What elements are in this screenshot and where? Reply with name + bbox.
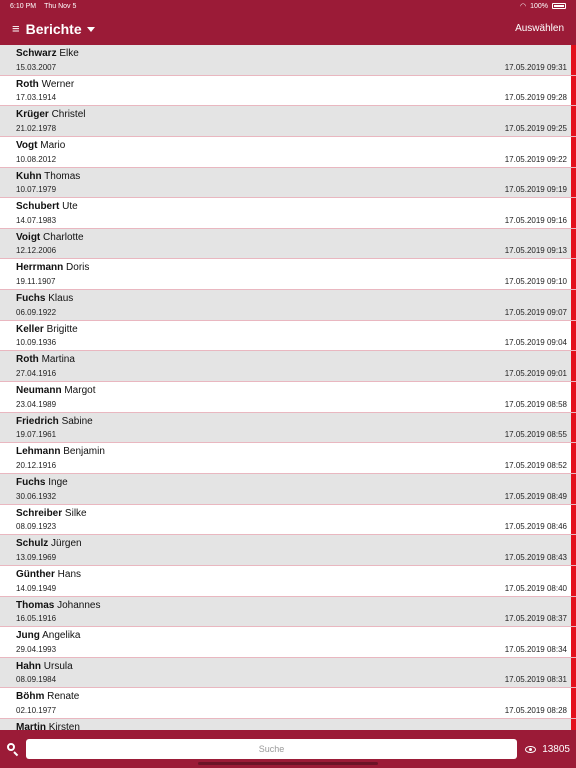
status-indicator [571,351,576,381]
status-indicator [571,106,576,136]
first-name: Charlotte [43,231,84,243]
chevron-down-icon [87,27,95,32]
last-name: Roth [16,78,39,90]
birth-date: 10.09.1936 [16,338,57,348]
list-item[interactable] [0,229,576,260]
birth-date: 19.11.1907 [16,277,56,287]
last-name: Schreiber [16,507,63,519]
status-indicator [571,137,576,167]
birth-date: 29.04.1993 [16,644,57,654]
birth-date: 23.04.1989 [16,399,57,409]
patient-name [16,630,80,641]
search-input[interactable] [26,739,518,759]
patient-name [16,293,73,304]
birth-date: 15.03.2007 [16,62,57,72]
list-item[interactable] [0,321,576,352]
status-indicator [571,382,576,412]
report-timestamp: 17.05.2019 09:28 [504,93,567,103]
list-item[interactable] [0,290,576,321]
birth-date: 12.12.2006 [16,246,57,256]
status-indicator [571,229,576,259]
first-name: Elke [59,48,79,59]
last-name: Fuchs [16,476,46,488]
status-indicator [571,566,576,596]
birth-date: 27.04.1916 [16,369,57,379]
menu-icon[interactable]: ≡ [12,21,20,36]
last-name: Schulz [16,538,49,550]
patient-name [16,324,78,335]
report-timestamp: 17.05.2019 09:16 [504,215,567,225]
report-timestamp: 17.05.2019 09:25 [504,123,567,133]
birth-date: 17.03.1914 [16,93,57,103]
home-indicator [198,762,378,765]
birth-date: 21.02.1978 [16,123,57,133]
list-item[interactable] [0,688,576,719]
list-item[interactable] [0,474,576,505]
last-name: Fuchs [16,293,46,305]
list-item[interactable] [0,106,576,137]
first-name: Hans [57,568,82,580]
wifi-icon: ◠ [519,3,527,10]
birth-date: 16.05.1916 [16,614,57,624]
list-item[interactable] [0,719,576,730]
list-item[interactable] [0,198,576,229]
report-timestamp: 17.05.2019 09:13 [504,246,567,256]
patient-name [16,508,87,519]
report-timestamp: 17.05.2019 08:31 [504,675,567,685]
birth-date: 13.09.1969 [16,552,57,562]
patient-name [16,538,82,549]
eye-icon[interactable] [525,746,536,753]
list-item[interactable] [0,566,576,597]
status-indicator [571,443,576,473]
report-timestamp: 17.05.2019 08:40 [504,583,567,593]
first-name: Benjamin [63,446,105,458]
last-name: Neumann [16,385,62,397]
last-name: Herrmann [16,262,64,274]
battery-percent: 100% [530,2,548,10]
first-name: Mario [40,139,66,151]
first-name: Johannes [57,599,101,611]
navigation-bar [0,12,576,45]
patient-name [16,569,81,580]
patient-name [16,691,79,702]
birth-date: 08.09.1984 [16,675,57,685]
birth-date: 02.10.1977 [16,706,57,716]
select-button[interactable]: Auswählen [515,23,564,34]
last-name: Martin [16,722,46,730]
first-name: Martina [41,354,75,366]
report-timestamp: 17.05.2019 09:10 [504,277,567,287]
status-indicator [571,198,576,228]
first-name: Margot [64,385,96,397]
patient-name [16,79,74,90]
patient-name [16,109,85,120]
last-name: Thomas [16,599,55,611]
list-item[interactable] [0,597,576,628]
list-item[interactable] [0,443,576,474]
report-list[interactable] [0,45,576,730]
birth-date: 10.07.1979 [16,185,57,195]
last-name: Jung [16,630,40,642]
report-timestamp: 17.05.2019 08:58 [504,399,567,409]
last-name: Hahn [16,660,41,672]
patient-name [16,201,78,212]
patient-name [16,477,68,488]
last-name: Kuhn [16,170,42,182]
report-timestamp: 17.05.2019 08:43 [504,552,567,562]
birth-date: 06.09.1922 [16,307,57,317]
first-name: Angelika [42,630,81,642]
birth-date: 14.07.1983 [16,215,57,225]
patient-name [16,416,93,427]
first-name: Christel [51,109,86,121]
first-name: Ute [62,201,78,213]
list-item[interactable] [0,351,576,382]
first-name: Ursula [43,660,73,672]
patient-name [16,446,105,457]
result-count: 13805 [542,743,570,755]
last-name: Roth [16,354,39,366]
list-item[interactable] [0,137,576,168]
patient-name [16,385,95,396]
report-timestamp: 17.05.2019 08:46 [504,522,567,532]
report-timestamp: 17.05.2019 08:34 [504,644,567,654]
report-timestamp: 17.05.2019 08:28 [504,706,567,716]
list-item[interactable] [0,259,576,290]
first-name: Klaus [48,293,74,305]
first-name: Sabine [61,415,93,427]
first-name: Jürgen [51,538,82,550]
status-indicator [571,505,576,535]
patient-name [16,600,101,611]
report-timestamp: 17.05.2019 09:31 [504,62,567,72]
status-indicator [571,45,576,75]
report-timestamp: 17.05.2019 08:37 [504,614,567,624]
last-name: Keller [16,323,44,335]
last-name: Lehmann [16,446,61,458]
patient-name [16,48,79,59]
list-item[interactable] [0,45,576,76]
first-name: Inge [48,476,68,488]
title-dropdown[interactable] [26,21,95,37]
list-item[interactable] [0,382,576,413]
report-timestamp: 17.05.2019 09:22 [504,154,567,164]
birth-date: 20.12.1916 [16,460,57,470]
status-indicator [571,76,576,106]
report-timestamp: 17.05.2019 09:07 [504,307,567,317]
page-title: Berichte [25,20,82,37]
first-name: Silke [64,507,87,519]
status-indicator [571,321,576,351]
patient-name [16,140,65,151]
patient-name [16,262,89,273]
last-name: Friedrich [16,415,59,427]
first-name: Renate [47,691,80,703]
patient-name [16,171,80,182]
last-name: Schwarz [16,48,57,59]
status-date: Thu Nov 5 [44,2,77,10]
report-timestamp: 17.05.2019 08:52 [504,460,567,470]
patient-name [16,722,80,730]
first-name: Doris [66,262,90,274]
birth-date: 08.09.1923 [16,522,57,532]
last-name: Vogt [16,139,38,151]
birth-date: 30.06.1932 [16,491,57,501]
status-indicator [571,413,576,443]
battery-icon [552,3,566,9]
list-item[interactable] [0,168,576,199]
last-name: Voigt [16,231,41,243]
list-item[interactable] [0,658,576,689]
list-item[interactable] [0,76,576,107]
patient-name [16,354,75,365]
report-timestamp: 17.05.2019 08:49 [504,491,567,501]
birth-date: 14.09.1949 [16,583,57,593]
first-name: Brigitte [46,323,78,335]
patient-name [16,232,84,243]
status-time: 6:10 PM [10,2,37,10]
status-indicator [571,290,576,320]
list-item[interactable] [0,505,576,536]
report-timestamp: 17.05.2019 09:01 [504,369,567,379]
report-timestamp: 17.05.2019 09:04 [504,338,567,348]
list-item[interactable] [0,627,576,658]
status-indicator [571,688,576,718]
status-indicator [571,658,576,688]
status-indicator [571,259,576,289]
first-name: Werner [41,78,75,90]
report-timestamp: 17.05.2019 08:55 [504,430,567,440]
list-item[interactable] [0,535,576,566]
status-indicator [571,535,576,565]
report-timestamp: 17.05.2019 09:19 [504,185,567,195]
first-name: Kirsten [48,722,80,730]
status-indicator [571,719,576,730]
last-name: Günther [16,568,55,580]
birth-date: 19.07.1961 [16,430,57,440]
search-icon [6,742,20,756]
status-indicator [571,168,576,198]
last-name: Krüger [16,109,49,121]
status-bar [0,0,576,12]
status-indicator [571,627,576,657]
last-name: Schubert [16,201,60,213]
status-indicator [571,597,576,627]
first-name: Thomas [44,170,81,182]
status-indicator [571,474,576,504]
patient-name [16,661,73,672]
list-item[interactable] [0,413,576,444]
birth-date: 10.08.2012 [16,154,57,164]
last-name: Böhm [16,691,45,703]
